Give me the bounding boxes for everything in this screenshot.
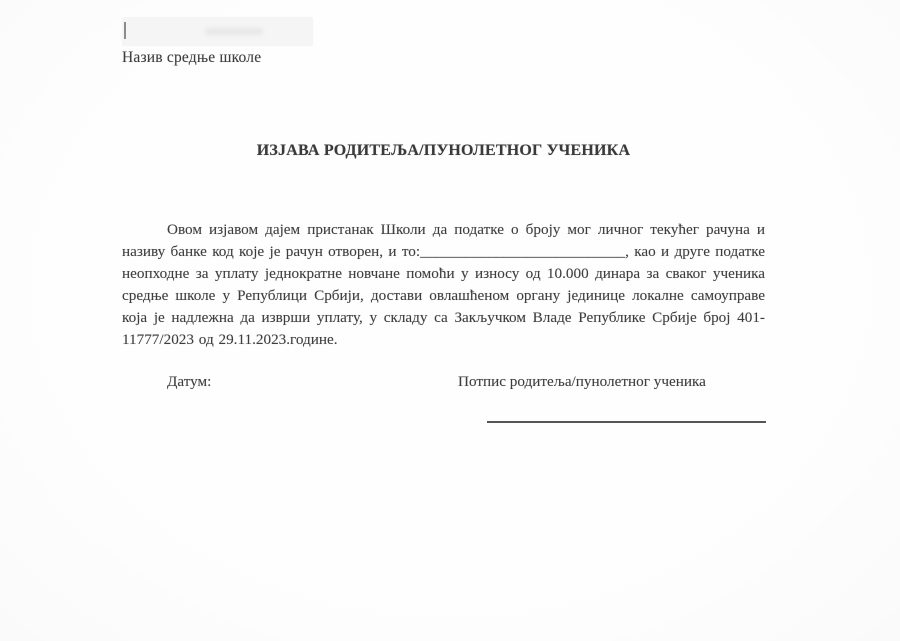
signature-line (487, 402, 766, 423)
statement-paragraph (122, 219, 765, 351)
date-label: Датум: (167, 373, 212, 390)
signature-label: Потпис родитеља/пунолетног ученика (458, 373, 706, 390)
document-content (122, 0, 765, 641)
paragraph-text-after-blank: , као и друге податке неопходне за уплату једнократне новчане помоћи у износу од 10.000 динара за сваког ученика средње школе у Републици Србији, достави овлашћеном органу јединице локалне самоуправе која је надлежна да изврши уплату, у складу са Закључком Владе Републике Србије број 401-11777/2023 од 29.11.2023.године. (122, 243, 765, 349)
document-title: ИЗЈАВА РОДИТЕЉА/ПУНОЛЕТНОГ УЧЕНИКА (256, 142, 631, 159)
school-name-input[interactable] (122, 17, 313, 46)
fill-in-blank: ___________________________ (420, 243, 626, 261)
faint-text-smudge (205, 28, 263, 35)
school-name-label: Назив средње школе (122, 49, 262, 66)
text-cursor (124, 22, 126, 39)
paragraph-text-before-blank: Овом изјавом дајем пристанак Школи да податке о броју мог личног текућег рачуна и називу банке код које је рачун отворен, и то: (122, 221, 765, 261)
